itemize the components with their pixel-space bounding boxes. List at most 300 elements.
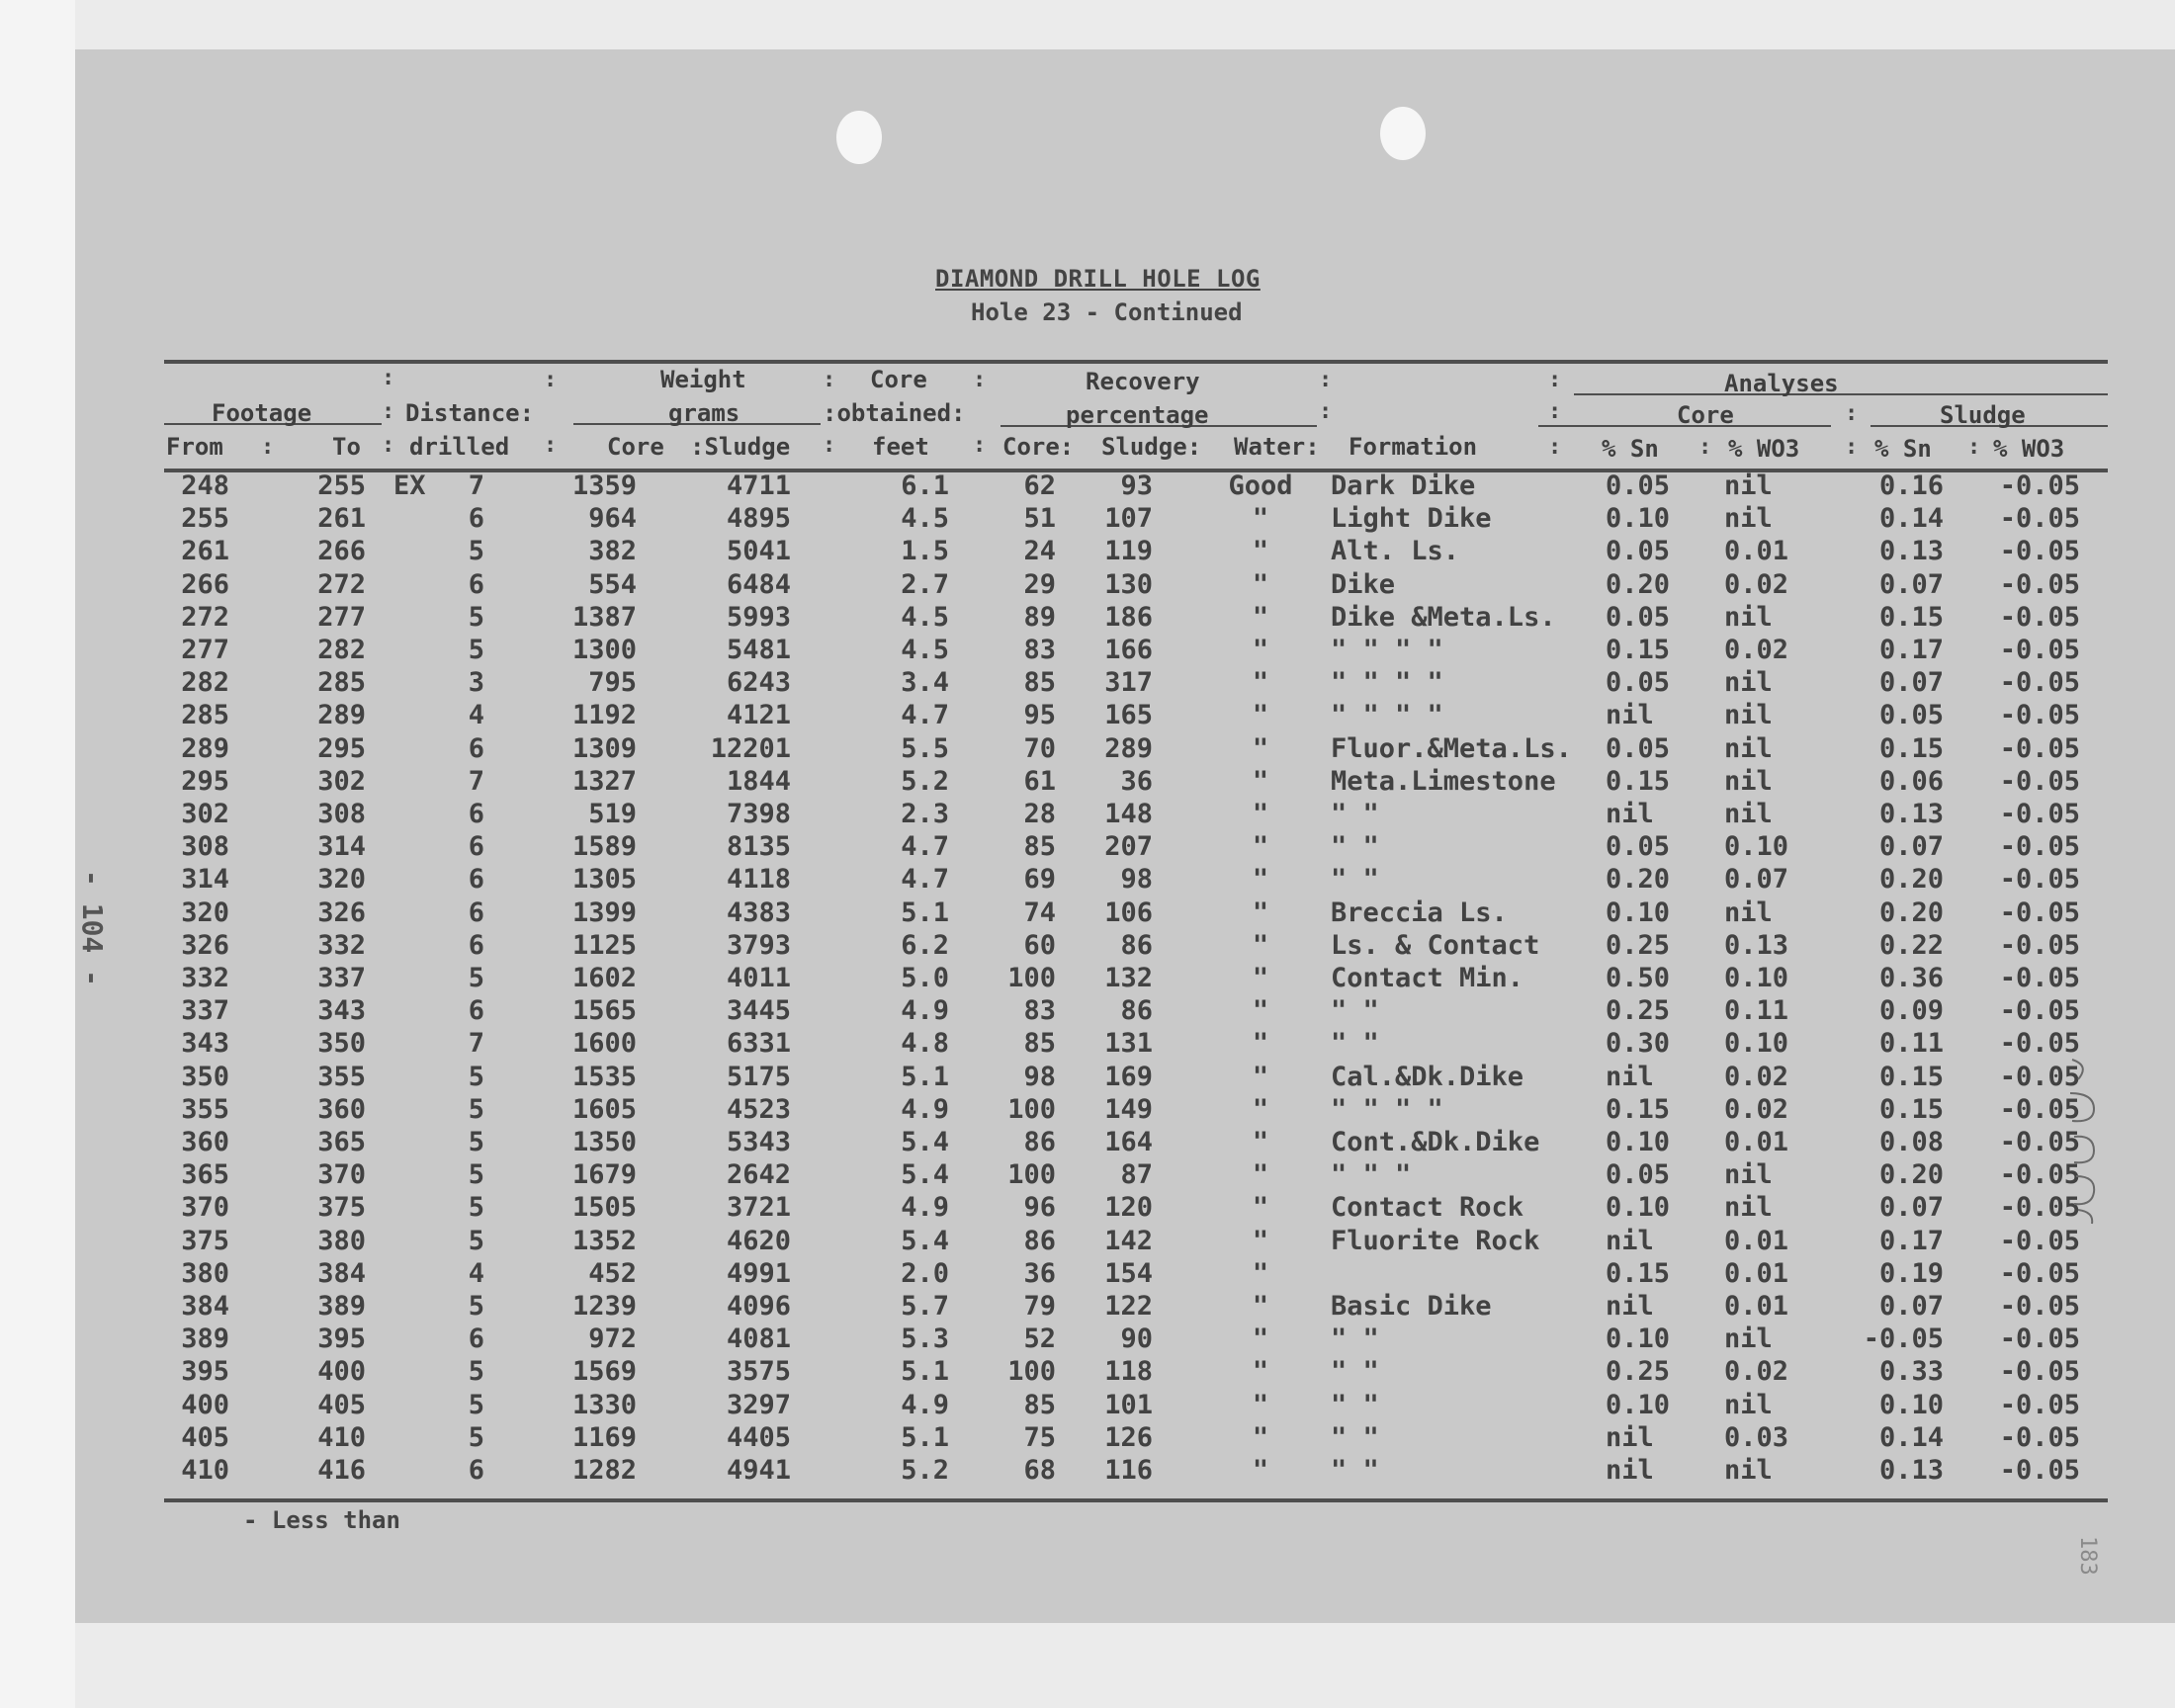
table-cell-distance: 5 bbox=[468, 1159, 484, 1191]
table-cell-formation: Fluor.&Meta.Ls. bbox=[1331, 732, 1572, 764]
table-cell-water: " bbox=[1252, 1127, 1269, 1157]
table-cell-weight-sludge: 4941 bbox=[726, 1455, 791, 1486]
table-row bbox=[0, 995, 2175, 1028]
separator: : bbox=[261, 435, 275, 460]
table-cell-from: 302 bbox=[181, 799, 229, 829]
table-cell-sludge-sn: 0.13 bbox=[1878, 536, 1944, 567]
table-row bbox=[0, 864, 2175, 897]
table-cell-core-wo3: 0.10 bbox=[1724, 831, 1789, 863]
table-cell-from: 277 bbox=[181, 635, 229, 665]
table-cell-core-sn: nil bbox=[1606, 1455, 1654, 1486]
table-cell-sludge-wo3: -0.05 bbox=[1999, 1061, 2080, 1092]
core-obtained-header: Core bbox=[870, 366, 927, 393]
table-cell-core-wo3: nil bbox=[1724, 1192, 1773, 1224]
table-cell-recovery-sludge: 101 bbox=[1104, 1389, 1153, 1420]
table-cell-weight-core: 1330 bbox=[571, 1389, 637, 1420]
table-cell-from: 400 bbox=[181, 1389, 229, 1420]
table-cell-recovery-core: 85 bbox=[1023, 831, 1056, 863]
table-cell-water: " bbox=[1252, 831, 1269, 863]
table-cell-to: 360 bbox=[317, 1093, 366, 1125]
table-cell-recovery-core: 85 bbox=[1023, 667, 1056, 699]
table-cell-feet: 4.5 bbox=[901, 635, 949, 665]
table-cell-weight-core: 1305 bbox=[571, 864, 637, 896]
table-cell-to: 308 bbox=[317, 799, 366, 829]
table-cell-recovery-sludge: 118 bbox=[1104, 1356, 1153, 1388]
table-cell-to: 343 bbox=[317, 995, 366, 1027]
table-cell-weight-sludge: 2642 bbox=[726, 1159, 791, 1191]
table-cell-weight-sludge: 4405 bbox=[726, 1421, 791, 1453]
table-cell-water: " bbox=[1252, 1225, 1269, 1256]
table-cell-feet: 5.7 bbox=[901, 1291, 949, 1322]
table-cell-formation: Fluorite Rock bbox=[1331, 1225, 1540, 1256]
table-row bbox=[0, 1291, 2175, 1324]
table-cell-feet: 5.0 bbox=[901, 963, 949, 993]
table-row bbox=[0, 799, 2175, 831]
table-cell-from: 389 bbox=[181, 1324, 229, 1355]
table-cell-recovery-core: 74 bbox=[1023, 897, 1056, 928]
table-cell-recovery-sludge: 86 bbox=[1120, 995, 1153, 1027]
table-cell-feet: 5.2 bbox=[901, 765, 949, 797]
table-cell-to: 400 bbox=[317, 1356, 366, 1388]
table-cell-sludge-wo3: -0.05 bbox=[1999, 700, 2080, 731]
table-cell-water: " bbox=[1252, 635, 1269, 665]
table-cell-formation: " " " " bbox=[1331, 700, 1443, 731]
table-cell-weight-sludge: 4711 bbox=[726, 470, 791, 501]
table-cell-sludge-wo3: -0.05 bbox=[1999, 1356, 2080, 1388]
table-cell-weight-core: 1600 bbox=[571, 1028, 637, 1060]
table-cell-water: " bbox=[1252, 963, 1269, 993]
table-cell-recovery-sludge: 207 bbox=[1104, 831, 1153, 863]
table-cell-core-wo3: 0.01 bbox=[1724, 1291, 1789, 1322]
table-cell-weight-core: 1192 bbox=[571, 700, 637, 731]
table-cell-core-sn: 0.05 bbox=[1606, 1159, 1671, 1191]
table-cell-to: 272 bbox=[317, 568, 366, 600]
table-cell-from: 332 bbox=[181, 963, 229, 993]
table-row bbox=[0, 1094, 2175, 1127]
table-cell-core-wo3: 0.01 bbox=[1724, 1225, 1789, 1256]
table-cell-to: 410 bbox=[317, 1421, 366, 1453]
water-header: Water: bbox=[1234, 433, 1320, 461]
table-cell-weight-sludge: 6484 bbox=[726, 568, 791, 600]
table-cell-core-wo3: nil bbox=[1724, 503, 1773, 535]
table-cell-formation: Light Dike bbox=[1331, 503, 1492, 535]
table-cell-core-sn: 0.15 bbox=[1606, 765, 1671, 797]
footnote: - Less than bbox=[243, 1506, 400, 1534]
table-cell-formation: " " bbox=[1331, 1455, 1379, 1486]
table-cell-to: 384 bbox=[317, 1257, 366, 1289]
table-cell-formation: Contact Rock bbox=[1331, 1192, 1524, 1224]
table-cell-sludge-sn: 0.15 bbox=[1878, 601, 1944, 633]
analyses-header: Analyses bbox=[1724, 370, 1839, 397]
table-cell-water: " bbox=[1252, 1421, 1269, 1453]
table-cell-sludge-wo3: -0.05 bbox=[1999, 1192, 2080, 1224]
table-cell-core-wo3: nil bbox=[1724, 470, 1773, 501]
table-cell-sludge-wo3: -0.05 bbox=[1999, 1421, 2080, 1453]
table-cell-recovery-core: 75 bbox=[1023, 1421, 1056, 1453]
table-cell-distance: 6 bbox=[468, 831, 484, 863]
table-cell-formation: Contact Min. bbox=[1331, 963, 1524, 993]
table-cell-weight-sludge: 3793 bbox=[726, 929, 791, 961]
table-cell-feet: 4.9 bbox=[901, 1093, 949, 1125]
table-cell-weight-core: 1309 bbox=[571, 732, 637, 764]
table-cell-weight-core: 1505 bbox=[571, 1192, 637, 1224]
separator: : bbox=[1698, 435, 1712, 460]
sludge-sn-header: % Sn bbox=[1874, 435, 1932, 463]
table-cell-sludge-wo3: -0.05 bbox=[1999, 1225, 2080, 1256]
table-cell-sludge-sn: 0.15 bbox=[1878, 1061, 1944, 1092]
table-cell-to: 395 bbox=[317, 1324, 366, 1355]
table-cell-feet: 5.1 bbox=[901, 1356, 949, 1388]
table-cell-recovery-sludge: 107 bbox=[1104, 503, 1153, 535]
table-cell-core-wo3: 0.02 bbox=[1724, 1356, 1789, 1388]
table-cell-weight-sludge: 5041 bbox=[726, 536, 791, 567]
table-cell-weight-core: 554 bbox=[588, 568, 637, 600]
separator: : bbox=[973, 433, 987, 458]
grams-header: grams bbox=[668, 399, 740, 427]
table-cell-from: 282 bbox=[181, 667, 229, 699]
table-cell-core-sn: 0.10 bbox=[1606, 1389, 1671, 1420]
table-cell-core-sn: nil bbox=[1606, 1291, 1654, 1322]
table-cell-from: 314 bbox=[181, 864, 229, 896]
table-cell-from: 261 bbox=[181, 536, 229, 567]
separator: : bbox=[973, 368, 987, 392]
table-cell-water: " bbox=[1252, 1028, 1269, 1060]
table-cell-weight-core: 1679 bbox=[571, 1159, 637, 1191]
table-cell-feet: 4.9 bbox=[901, 995, 949, 1027]
table-cell-core-wo3: 0.02 bbox=[1724, 1093, 1789, 1125]
table-cell-sludge-sn: 0.14 bbox=[1878, 1421, 1944, 1453]
table-cell-weight-sludge: 5993 bbox=[726, 601, 791, 633]
table-cell-sludge-wo3: -0.05 bbox=[1999, 1127, 2080, 1157]
table-cell-core-sn: 0.10 bbox=[1606, 1192, 1671, 1224]
table-cell-core-wo3: 0.10 bbox=[1724, 1028, 1789, 1060]
table-cell-from: 295 bbox=[181, 765, 229, 797]
table-cell-sludge-sn: 0.09 bbox=[1878, 995, 1944, 1027]
separator: : bbox=[382, 433, 395, 458]
table-cell-core-wo3: nil bbox=[1724, 667, 1773, 699]
table-cell-core-wo3: nil bbox=[1724, 1455, 1773, 1486]
table-cell-weight-core: 382 bbox=[588, 536, 637, 567]
table-cell-weight-core: 1359 bbox=[571, 470, 637, 501]
table-cell-sludge-sn: 0.22 bbox=[1878, 929, 1944, 961]
table-cell-distance: 5 bbox=[468, 1093, 484, 1125]
table-cell-feet: 1.5 bbox=[901, 536, 949, 567]
table-cell-core-wo3: nil bbox=[1724, 601, 1773, 633]
table-cell-core-wo3: nil bbox=[1724, 1159, 1773, 1191]
table-cell-sludge-sn: 0.07 bbox=[1878, 831, 1944, 863]
table-cell-sludge-wo3: -0.05 bbox=[1999, 1028, 2080, 1060]
percentage-header: percentage bbox=[1066, 401, 1209, 429]
table-cell-from: 272 bbox=[181, 601, 229, 633]
table-cell-weight-core: 1300 bbox=[571, 635, 637, 665]
table-cell-sludge-wo3: -0.05 bbox=[1999, 667, 2080, 699]
separator: : bbox=[1548, 399, 1562, 424]
table-cell-core-wo3: 0.01 bbox=[1724, 1127, 1789, 1157]
table-cell-distance: 6 bbox=[468, 799, 484, 829]
table-cell-sludge-sn: 0.16 bbox=[1878, 470, 1944, 501]
obtained-header: :obtained: bbox=[823, 399, 966, 427]
table-cell-weight-sludge: 4991 bbox=[726, 1257, 791, 1289]
table-cell-distance: 6 bbox=[468, 864, 484, 896]
table-cell-from: 308 bbox=[181, 831, 229, 863]
table-cell-from: 285 bbox=[181, 700, 229, 731]
table-cell-to: 405 bbox=[317, 1389, 366, 1420]
table-cell-recovery-sludge: 120 bbox=[1104, 1192, 1153, 1224]
table-cell-weight-core: 1169 bbox=[571, 1421, 637, 1453]
table-cell-to: 337 bbox=[317, 963, 366, 993]
table-cell-formation: " " bbox=[1331, 799, 1379, 829]
table-cell-sludge-sn: 0.10 bbox=[1878, 1389, 1944, 1420]
table-cell-weight-core: 1535 bbox=[571, 1061, 637, 1092]
separator: : bbox=[544, 433, 558, 458]
table-cell-from: 375 bbox=[181, 1225, 229, 1256]
table-cell-water: " bbox=[1252, 897, 1269, 928]
table-cell-core-sn: 0.05 bbox=[1606, 601, 1671, 633]
table-cell-to: 380 bbox=[317, 1225, 366, 1256]
table-cell-formation: Alt. Ls. bbox=[1331, 536, 1460, 567]
table-cell-from: 384 bbox=[181, 1291, 229, 1322]
table-cell-to: 285 bbox=[317, 667, 366, 699]
table-cell-from: 320 bbox=[181, 897, 229, 928]
table-cell-water: " bbox=[1252, 503, 1269, 535]
table-cell-to: 314 bbox=[317, 831, 366, 863]
table-cell-water: " bbox=[1252, 732, 1269, 764]
table-cell-core-sn: nil bbox=[1606, 799, 1654, 829]
table-row bbox=[0, 1455, 2175, 1488]
table-cell-feet: 5.1 bbox=[901, 1421, 949, 1453]
table-cell-recovery-core: 52 bbox=[1023, 1324, 1056, 1355]
table-cell-water: " bbox=[1252, 1389, 1269, 1420]
table-cell-water: " bbox=[1252, 1093, 1269, 1125]
table-cell-recovery-core: 28 bbox=[1023, 799, 1056, 829]
table-cell-sludge-sn: 0.11 bbox=[1878, 1028, 1944, 1060]
table-cell-to: 416 bbox=[317, 1455, 366, 1486]
table-cell-to: 320 bbox=[317, 864, 366, 896]
table-cell-feet: 2.0 bbox=[901, 1257, 949, 1289]
table-cell-formation: " " bbox=[1331, 1028, 1379, 1060]
table-cell-feet: 4.5 bbox=[901, 503, 949, 535]
table-cell-from: 289 bbox=[181, 732, 229, 764]
table-cell-feet: 4.9 bbox=[901, 1192, 949, 1224]
table-cell-sludge-wo3: -0.05 bbox=[1999, 897, 2080, 928]
drilled-header: drilled bbox=[409, 433, 510, 461]
table-cell-weight-core: 795 bbox=[588, 667, 637, 699]
table-cell-distance: 5 bbox=[468, 1421, 484, 1453]
table-cell-formation: " " " " bbox=[1331, 667, 1443, 699]
table-cell-distance: 6 bbox=[468, 1324, 484, 1355]
table-cell-core-sn: 0.05 bbox=[1606, 470, 1671, 501]
table-cell-sludge-wo3: -0.05 bbox=[1999, 963, 2080, 993]
table-cell-water: " bbox=[1252, 1257, 1269, 1289]
table-cell-from: 337 bbox=[181, 995, 229, 1027]
feet-header: feet bbox=[872, 433, 929, 461]
table-cell-distance: 5 bbox=[468, 601, 484, 633]
table-cell-sludge-sn: 0.19 bbox=[1878, 1257, 1944, 1289]
separator: : bbox=[382, 399, 395, 424]
table-cell-feet: 3.4 bbox=[901, 667, 949, 699]
table-cell-weight-sludge: 4895 bbox=[726, 503, 791, 535]
table-cell-recovery-core: 69 bbox=[1023, 864, 1056, 896]
table-cell-weight-sludge: 4011 bbox=[726, 963, 791, 993]
separator: : bbox=[1548, 435, 1562, 460]
table-cell-recovery-core: 51 bbox=[1023, 503, 1056, 535]
table-cell-distance: 7 bbox=[468, 1028, 484, 1060]
table-cell-to: 355 bbox=[317, 1061, 366, 1092]
table-cell-sludge-sn: 0.20 bbox=[1878, 897, 1944, 928]
table-cell-weight-sludge: 12201 bbox=[710, 732, 791, 764]
table-cell-water: " bbox=[1252, 1455, 1269, 1486]
table-cell-weight-core: 1399 bbox=[571, 897, 637, 928]
table-cell-core-wo3: 0.01 bbox=[1724, 1257, 1789, 1289]
table-row bbox=[0, 897, 2175, 930]
table-cell-distance: 6 bbox=[468, 897, 484, 928]
table-cell-core-wo3: 0.02 bbox=[1724, 568, 1789, 600]
table-cell-feet: 4.8 bbox=[901, 1028, 949, 1060]
table-cell-weight-sludge: 4096 bbox=[726, 1291, 791, 1322]
footage-header: Footage bbox=[212, 399, 312, 427]
table-row bbox=[0, 1062, 2175, 1094]
table-cell-core-sn: 0.15 bbox=[1606, 1093, 1671, 1125]
table-cell-recovery-sludge: 142 bbox=[1104, 1225, 1153, 1256]
table-cell-core-wo3: nil bbox=[1724, 1324, 1773, 1355]
table-cell-recovery-sludge: 130 bbox=[1104, 568, 1153, 600]
table-cell-weight-core: 1282 bbox=[571, 1455, 637, 1486]
table-cell-core-wo3: 0.03 bbox=[1724, 1421, 1789, 1453]
table-cell-sludge-wo3: -0.05 bbox=[1999, 568, 2080, 600]
table-cell-feet: 5.4 bbox=[901, 1127, 949, 1157]
table-row bbox=[0, 1356, 2175, 1389]
table-row bbox=[0, 602, 2175, 635]
weight-header: Weight bbox=[660, 366, 746, 393]
table-cell-to: 289 bbox=[317, 700, 366, 731]
table-row bbox=[0, 930, 2175, 963]
table-cell-sludge-wo3: -0.05 bbox=[1999, 1455, 2080, 1486]
table-cell-recovery-sludge: 131 bbox=[1104, 1028, 1153, 1060]
table-cell-distance: 5 bbox=[468, 1356, 484, 1388]
table-cell-feet: 4.9 bbox=[901, 1389, 949, 1420]
table-cell-core-wo3: nil bbox=[1724, 732, 1773, 764]
table-cell-from: 380 bbox=[181, 1257, 229, 1289]
table-cell-recovery-core: 68 bbox=[1023, 1455, 1056, 1486]
table-cell-recovery-core: 79 bbox=[1023, 1291, 1056, 1322]
separator: : bbox=[1319, 399, 1333, 424]
table-cell-recovery-sludge: 98 bbox=[1120, 864, 1153, 896]
table-cell-water: Good bbox=[1228, 470, 1293, 501]
table-cell-core-wo3: nil bbox=[1724, 765, 1773, 797]
table-cell-core-wo3: 0.10 bbox=[1724, 963, 1789, 993]
table-cell-distance: 6 bbox=[468, 929, 484, 961]
table-row bbox=[0, 766, 2175, 799]
formation-header: Formation bbox=[1348, 433, 1478, 461]
table-cell-recovery-sludge: 154 bbox=[1104, 1257, 1153, 1289]
table-cell-weight-core: 1350 bbox=[571, 1127, 637, 1157]
table-cell-to: 255 bbox=[317, 470, 366, 501]
table-cell-core-sn: 0.20 bbox=[1606, 568, 1671, 600]
table-cell-formation: Ls. & Contact bbox=[1331, 929, 1540, 961]
table-cell-weight-sludge: 4523 bbox=[726, 1093, 791, 1125]
table-cell-recovery-sludge: 148 bbox=[1104, 799, 1153, 829]
table-cell-sludge-wo3: -0.05 bbox=[1999, 864, 2080, 896]
table-cell-from: 248 bbox=[181, 470, 229, 501]
table-cell-recovery-sludge: 149 bbox=[1104, 1093, 1153, 1125]
table-cell-feet: 6.2 bbox=[901, 929, 949, 961]
sludge-wo3-header: % WO3 bbox=[1993, 435, 2065, 463]
table-cell-sludge-sn: 0.33 bbox=[1878, 1356, 1944, 1388]
table-cell-weight-core: 1327 bbox=[571, 765, 637, 797]
table-cell-to: 370 bbox=[317, 1159, 366, 1191]
separator: : bbox=[823, 433, 836, 458]
table-cell-core-sn: nil bbox=[1606, 700, 1654, 731]
table-cell-core-sn: 0.20 bbox=[1606, 864, 1671, 896]
table-cell-sludge-sn: 0.07 bbox=[1878, 1192, 1944, 1224]
table-cell-distance: 5 bbox=[468, 1061, 484, 1092]
table-cell-water: " bbox=[1252, 1159, 1269, 1191]
punch-hole-left bbox=[836, 111, 882, 164]
table-cell-recovery-sludge: 119 bbox=[1104, 536, 1153, 567]
table-cell-core-sn: 0.10 bbox=[1606, 897, 1671, 928]
table-cell-core-sn: 0.15 bbox=[1606, 1257, 1671, 1289]
analyses-rule bbox=[1574, 393, 2108, 395]
table-cell-sludge-sn: 0.17 bbox=[1878, 635, 1944, 665]
distance-header: Distance: bbox=[405, 399, 535, 427]
table-cell-distance: 4 bbox=[468, 1257, 484, 1289]
table-cell-distance: 6 bbox=[468, 568, 484, 600]
page-number: - 104 - bbox=[76, 870, 109, 987]
table-cell-distance: 5 bbox=[468, 635, 484, 665]
table-cell-sludge-wo3: -0.05 bbox=[1999, 1324, 2080, 1355]
table-cell-to: 365 bbox=[317, 1127, 366, 1157]
table-cell-formation: " " bbox=[1331, 1389, 1379, 1420]
table-cell-formation: Dike &Meta.Ls. bbox=[1331, 601, 1556, 633]
table-cell-sludge-wo3: -0.05 bbox=[1999, 799, 2080, 829]
table-row bbox=[0, 503, 2175, 536]
table-cell-distance: 5 bbox=[468, 1225, 484, 1256]
table-cell-water: " bbox=[1252, 765, 1269, 797]
table-cell-recovery-core: 83 bbox=[1023, 635, 1056, 665]
table-cell-recovery-core: 89 bbox=[1023, 601, 1056, 633]
table-cell-water: " bbox=[1252, 536, 1269, 567]
punch-hole-right bbox=[1380, 107, 1426, 160]
table-cell-recovery-core: 61 bbox=[1023, 765, 1056, 797]
table-row bbox=[0, 1324, 2175, 1356]
table-cell-recovery-core: 85 bbox=[1023, 1028, 1056, 1060]
table-top-rule bbox=[164, 360, 2108, 364]
table-cell-to: 295 bbox=[317, 732, 366, 764]
from-header: From bbox=[166, 433, 223, 461]
to-header: To bbox=[332, 433, 361, 461]
table-cell-feet: 5.2 bbox=[901, 1455, 949, 1486]
table-cell-water: " bbox=[1252, 700, 1269, 731]
weight-core-header: Core bbox=[607, 433, 664, 461]
table-cell-weight-sludge: 5343 bbox=[726, 1127, 791, 1157]
table-cell-sludge-sn: 0.15 bbox=[1878, 1093, 1944, 1125]
recovery-header: Recovery bbox=[1086, 368, 1200, 395]
table-cell-from: 360 bbox=[181, 1127, 229, 1157]
table-cell-water: " bbox=[1252, 929, 1269, 961]
table-cell-sludge-wo3: -0.05 bbox=[1999, 765, 2080, 797]
table-cell-sludge-wo3: -0.05 bbox=[1999, 1291, 2080, 1322]
table-cell-from: 343 bbox=[181, 1028, 229, 1060]
table-cell-recovery-sludge: 93 bbox=[1120, 470, 1153, 501]
table-cell-weight-sludge: 3297 bbox=[726, 1389, 791, 1420]
table-cell-sludge-sn: 0.07 bbox=[1878, 1291, 1944, 1322]
table-cell-to: 282 bbox=[317, 635, 366, 665]
table-cell-sludge-sn: 0.20 bbox=[1878, 1159, 1944, 1191]
table-cell-formation: Cont.&Dk.Dike bbox=[1331, 1127, 1540, 1157]
table-cell-core-sn: 0.25 bbox=[1606, 1356, 1671, 1388]
table-row bbox=[0, 733, 2175, 766]
separator: : bbox=[382, 366, 395, 390]
